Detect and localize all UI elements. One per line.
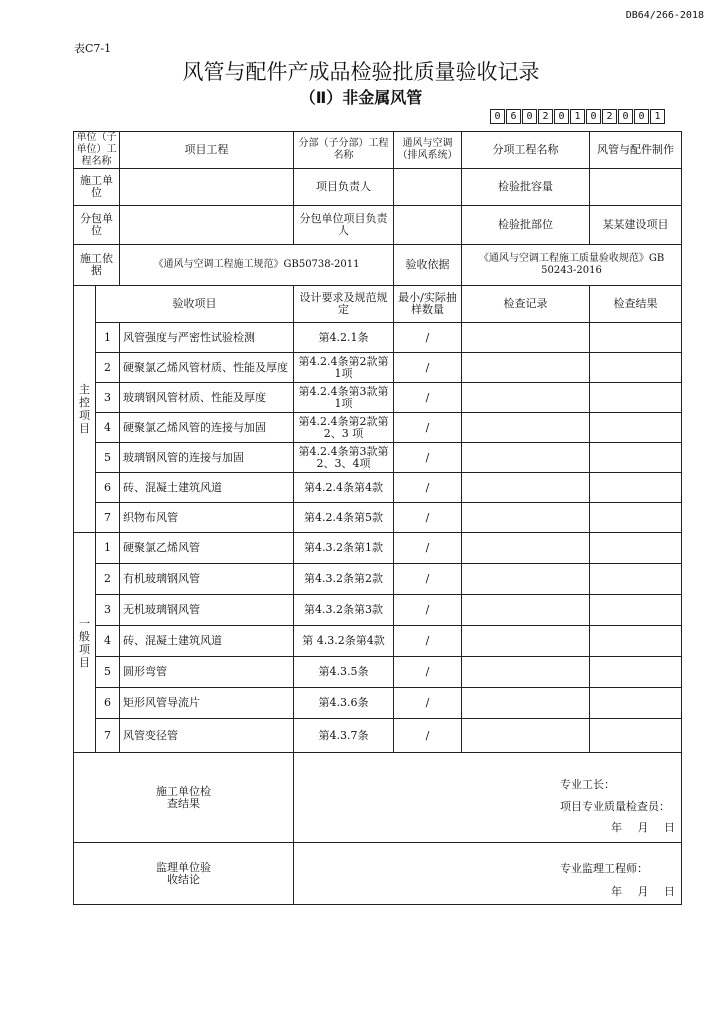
row-spec: 第 4.3.2条第4款: [294, 626, 394, 657]
row-result[interactable]: [590, 564, 682, 595]
row-item: 砖、混凝土建筑风道: [120, 626, 294, 657]
row-spec: 第4.3.2条第2款: [294, 564, 394, 595]
contractor-value: [120, 169, 294, 206]
row-record[interactable]: [462, 564, 590, 595]
page-subtitle: （Ⅱ）非金属风管: [299, 88, 423, 107]
row-number: 4: [96, 626, 120, 657]
row-spec: 第4.2.1条: [294, 323, 394, 353]
subitem-label: 分项工程名称: [462, 132, 590, 169]
row-number: 7: [96, 719, 120, 753]
foreman-label: 专业工长：: [560, 778, 615, 791]
code-digit: 1: [650, 109, 665, 124]
main-control-label: 主控项目: [74, 286, 96, 533]
page-title: 风管与配件产成品检验批质量验收记录: [182, 60, 540, 84]
code-digit: 2: [538, 109, 553, 124]
row-number: 1: [96, 323, 120, 353]
code-digit: 2: [602, 109, 617, 124]
row-result[interactable]: [590, 323, 682, 353]
code-digit: 0: [554, 109, 569, 124]
supervisor-date: 年 月 日: [611, 885, 675, 898]
acceptance-basis-label: 验收依据: [394, 245, 462, 286]
row-item: 硬聚氯乙烯风管的连接与加固: [120, 413, 294, 443]
row-number: 7: [96, 503, 120, 533]
row-sample: /: [394, 413, 462, 443]
row-spec: 第4.3.2条第3款: [294, 595, 394, 626]
division-label: 分部（子分部）工程名称: [294, 132, 394, 169]
row-record[interactable]: [462, 383, 590, 413]
row-sample: /: [394, 564, 462, 595]
subcontractor-label: 分包单位: [74, 206, 120, 245]
row-number: 6: [96, 473, 120, 503]
row-item: 玻璃钢风管的连接与加固: [120, 443, 294, 473]
contractor-label: 施工单位: [74, 169, 120, 206]
row-item: 风管变径管: [120, 719, 294, 753]
row-record[interactable]: [462, 353, 590, 383]
row-number: 5: [96, 443, 120, 473]
row-spec: 第4.2.4条第4款: [294, 473, 394, 503]
code-digit: 0: [618, 109, 633, 124]
supervisor-label: 监理单位验收结论: [74, 843, 294, 905]
capacity-value: [590, 169, 682, 206]
row-result[interactable]: [590, 719, 682, 753]
location-value: 某某建设项目: [590, 206, 682, 245]
code-digit: 6: [506, 109, 521, 124]
row-item: 有机玻璃钢风管: [120, 564, 294, 595]
row-item: 织物布风管: [120, 503, 294, 533]
location-label: 检验批部位: [462, 206, 590, 245]
supervisor-engineer-label: 专业监理工程师：: [560, 862, 648, 875]
capacity-label: 检验批容量: [462, 169, 590, 206]
row-item: 风管强度与严密性试验检测: [120, 323, 294, 353]
row-spec: 第4.3.6条: [294, 688, 394, 719]
code-boxes: [489, 109, 665, 124]
row-record[interactable]: [462, 626, 590, 657]
qc-inspector-label: 项目专业质量检查员：: [560, 800, 670, 813]
row-sample: /: [394, 595, 462, 626]
row-result[interactable]: [590, 503, 682, 533]
row-sample: /: [394, 503, 462, 533]
row-sample: /: [394, 626, 462, 657]
row-result[interactable]: [590, 383, 682, 413]
row-record[interactable]: [462, 719, 590, 753]
basis-value: 《通风与空调工程施工规范》GB50738-2011: [120, 245, 394, 286]
row-item: 玻璃钢风管材质、性能及厚度: [120, 383, 294, 413]
code-digit: 0: [634, 109, 649, 124]
row-result[interactable]: [590, 353, 682, 383]
supervisor-conclusion[interactable]: [294, 843, 682, 905]
col-design-header: 设计要求及规范规定: [294, 286, 394, 323]
row-result[interactable]: [590, 626, 682, 657]
acceptance-basis-value: 《通风与空调工程施工质量验收规范》GB 50243-2016: [462, 245, 682, 286]
row-result[interactable]: [590, 595, 682, 626]
subitem-value: 风管与配件制作: [590, 132, 682, 169]
row-spec: 第4.2.4条第5款: [294, 503, 394, 533]
row-spec: 第4.3.5条: [294, 657, 394, 688]
pm-label: 项目负责人: [294, 169, 394, 206]
row-record[interactable]: [462, 657, 590, 688]
row-sample: /: [394, 688, 462, 719]
standard-code: DB64/266-2018: [625, 10, 704, 21]
row-item: 圆形弯管: [120, 657, 294, 688]
code-digit: 1: [570, 109, 585, 124]
row-spec: 第4.3.7条: [294, 719, 394, 753]
division-value: 通风与空调（排风系统）: [394, 132, 462, 169]
col-item-header: 验收项目: [96, 286, 294, 323]
row-result[interactable]: [590, 688, 682, 719]
row-item: 矩形风管导流片: [120, 688, 294, 719]
row-number: 5: [96, 657, 120, 688]
contractor-check-label: 施工单位检查结果: [74, 753, 294, 843]
row-number: 3: [96, 595, 120, 626]
col-result-header: 检查结果: [590, 286, 682, 323]
row-item: 砖、混凝土建筑风道: [120, 473, 294, 503]
row-sample: /: [394, 323, 462, 353]
sub-pm-label: 分包单位项目负责人: [294, 206, 394, 245]
row-result[interactable]: [590, 443, 682, 473]
row-record[interactable]: [462, 533, 590, 564]
row-spec: 第4.3.2条第1款: [294, 533, 394, 564]
row-record[interactable]: [462, 688, 590, 719]
row-record[interactable]: [462, 473, 590, 503]
row-spec: 第4.2.4条第3款第2、3、4项: [294, 443, 394, 473]
row-spec: 第4.2.4条第2款第1项: [294, 353, 394, 383]
pm-value: [394, 169, 462, 206]
row-result[interactable]: [590, 413, 682, 443]
form-number: 表C7-1: [74, 42, 112, 55]
row-record[interactable]: [462, 323, 590, 353]
row-record[interactable]: [462, 503, 590, 533]
subcontractor-value: [120, 206, 294, 245]
row-number: 3: [96, 383, 120, 413]
code-digit: 0: [586, 109, 601, 124]
col-record-header: 检查记录: [462, 286, 590, 323]
contractor-date: 年 月 日: [611, 821, 675, 834]
row-number: 2: [96, 564, 120, 595]
row-result[interactable]: [590, 533, 682, 564]
col-sample-header: 最小/实际抽样数量: [394, 286, 462, 323]
row-sample: /: [394, 383, 462, 413]
row-item: 无机玻璃钢风管: [120, 595, 294, 626]
row-number: 2: [96, 353, 120, 383]
row-number: 4: [96, 413, 120, 443]
row-result[interactable]: [590, 657, 682, 688]
row-spec: 第4.2.4条第2款第2、3 项: [294, 413, 394, 443]
basis-label: 施工依据: [74, 245, 120, 286]
row-result[interactable]: [590, 473, 682, 503]
row-item: 硬聚氯乙烯风管材质、性能及厚度: [120, 353, 294, 383]
row-number: 1: [96, 533, 120, 564]
row-sample: /: [394, 443, 462, 473]
row-sample: /: [394, 719, 462, 753]
code-digit: 0: [522, 109, 537, 124]
row-sample: /: [394, 353, 462, 383]
row-item: 硬聚氯乙烯风管: [120, 533, 294, 564]
general-items-label: 一般项目: [74, 533, 96, 753]
unit-name-value: 项目工程: [120, 132, 294, 169]
row-record[interactable]: [462, 443, 590, 473]
row-number: 6: [96, 688, 120, 719]
contractor-check-result[interactable]: [294, 753, 682, 843]
row-sample: /: [394, 533, 462, 564]
code-digit: 0: [490, 109, 505, 124]
inspection-form-table: [73, 131, 682, 905]
sub-pm-value: [394, 206, 462, 245]
row-sample: /: [394, 657, 462, 688]
unit-name-label: 单位（子单位）工程名称: [74, 132, 120, 169]
row-spec: 第4.2.4条第3款第1项: [294, 383, 394, 413]
row-sample: /: [394, 473, 462, 503]
row-record[interactable]: [462, 413, 590, 443]
row-record[interactable]: [462, 595, 590, 626]
